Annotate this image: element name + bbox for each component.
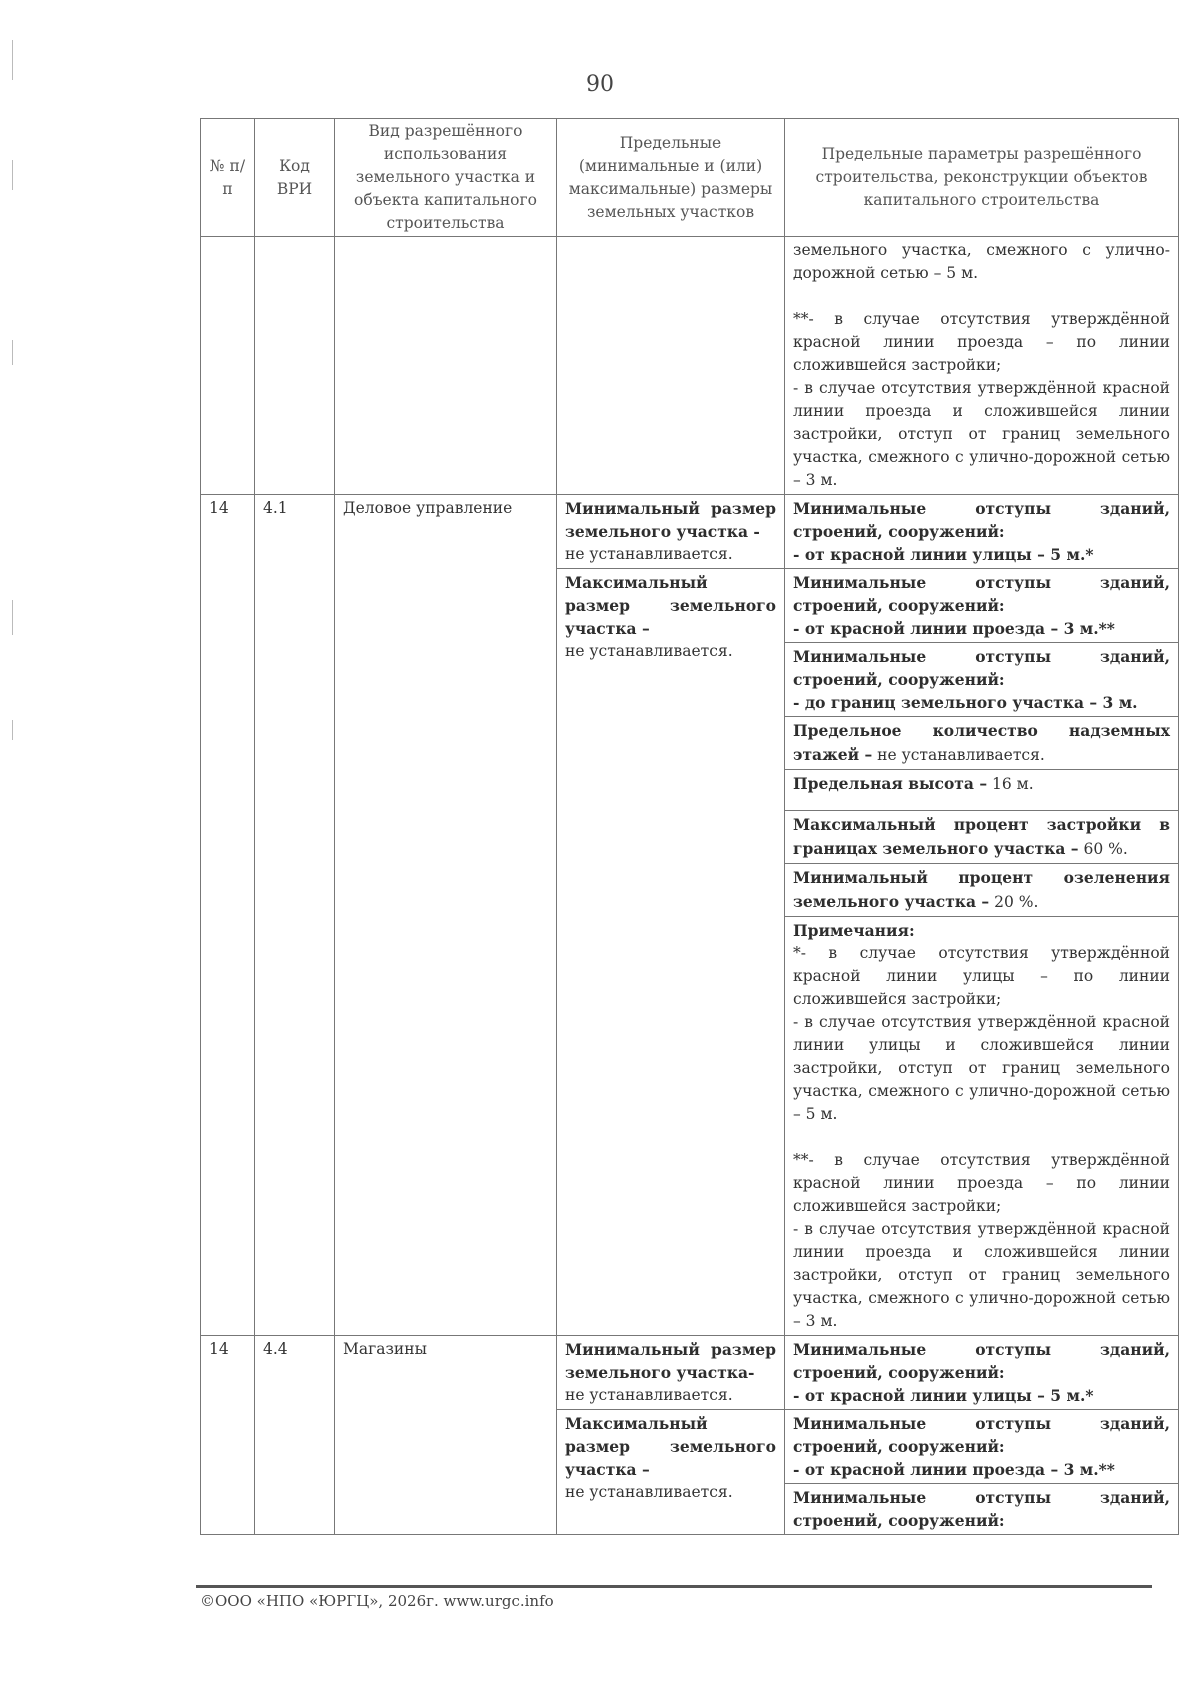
cell-min-size	[557, 495, 785, 569]
param-label: Минимальный процент озеленения земельного участка –	[793, 868, 1170, 911]
note-text: земельного участка, смежного с улично-дорожной сетью – 5 м.	[793, 241, 1170, 282]
cell-continued-notes	[785, 237, 1179, 495]
param-label: Минимальные отступы зданий, строений, сооружений:	[793, 499, 1170, 541]
param-value: 20 %.	[989, 893, 1039, 911]
cell-code: 4.1	[255, 495, 335, 1336]
regulation-table	[200, 118, 1179, 1535]
param-label: Минимальные отступы зданий, строений, сооружений:	[793, 1488, 1170, 1530]
cell-param-green-percent	[785, 864, 1179, 917]
param-value: - от красной линии проезда – 3 м.**	[793, 619, 1115, 638]
param-value: - до границ земельного участка – 3 м.	[793, 693, 1138, 712]
param-label: Предельное количество надземных этажей –	[793, 721, 1170, 764]
cell-use: Магазины	[335, 1336, 557, 1535]
note-text: *- в случае отсутствия утверждённой красной линии улицы – по линии сложившейся застройки;	[793, 944, 1170, 1008]
cell-param-red-line-street	[785, 1336, 1179, 1410]
min-size-value: не устанавливается.	[565, 1386, 733, 1404]
param-label: Минимальные отступы зданий, строений, сооружений:	[793, 1340, 1170, 1382]
max-size-value: не устанавливается.	[565, 1483, 733, 1501]
cell-param-red-line-street	[785, 495, 1179, 569]
header-num: № п/п	[201, 119, 255, 237]
cell-empty	[255, 237, 335, 495]
min-size-label: Минимальный размер земельного участка -	[565, 499, 776, 541]
param-value: 60 %.	[1078, 840, 1128, 858]
note-text: **- в случае отсутствия утверждённой красной линии проезда – по линии сложившейся застройки;	[793, 1151, 1170, 1215]
cell-param-red-line-passage	[785, 1410, 1179, 1484]
notes-heading: Примечания:	[793, 921, 915, 940]
note-text: - в случае отсутствия утверждённой красной линии проезда и сложившейся линии застройки, отступ от границ земельного участка, смежного с улично-дорожной сетью – 3 м.	[793, 1220, 1170, 1330]
table-row	[201, 1336, 1179, 1410]
param-value: - от красной линии проезда – 3 м.**	[793, 1460, 1115, 1479]
note-text: - в случае отсутствия утверждённой красной линии проезда и сложившейся линии застройки, отступ от границ земельного участка, смежного с улично-дорожной сетью – 3 м.	[793, 379, 1170, 489]
header-params: Предельные параметры разрешённого строительства, реконструкции объектов капитального строительства	[785, 119, 1179, 237]
cell-code: 4.4	[255, 1336, 335, 1535]
cell-empty	[335, 237, 557, 495]
param-label: Минимальные отступы зданий, строений, сооружений:	[793, 647, 1170, 689]
footer-divider	[196, 1585, 1152, 1588]
cell-max-size	[557, 569, 785, 1336]
header-size: Предельные (минимальные и (или) максимальные) размеры земельных участков	[557, 119, 785, 237]
header-code: Код ВРИ	[255, 119, 335, 237]
table-row	[201, 495, 1179, 569]
max-size-label: Максимальный размер земельного участка –	[565, 573, 776, 638]
cell-use: Деловое управление	[335, 495, 557, 1336]
note-text: **- в случае отсутствия утверждённой красной линии проезда – по линии сложившейся застройки;	[793, 310, 1170, 374]
param-value: не устанавливается.	[872, 746, 1045, 764]
cell-notes	[785, 917, 1179, 1336]
cell-param-build-percent	[785, 811, 1179, 864]
table-header	[201, 119, 1179, 237]
cell-empty	[201, 237, 255, 495]
scan-margin-marks	[12, 40, 14, 740]
cell-min-size	[557, 1336, 785, 1410]
param-label: Минимальные отступы зданий, строений, сооружений:	[793, 573, 1170, 615]
cell-max-size	[557, 1410, 785, 1535]
cell-num: 14	[201, 495, 255, 1336]
cell-num: 14	[201, 1336, 255, 1535]
note-text: - в случае отсутствия утверждённой красной линии улицы и сложившейся линии застройки, отступ от границ земельного участка, смежного с улично-дорожной сетью – 5 м.	[793, 1013, 1170, 1123]
cell-param-floors	[785, 717, 1179, 770]
table-row-continuation	[201, 237, 1179, 495]
param-value: - от красной линии улицы – 5 м.*	[793, 545, 1094, 564]
max-size-value: не устанавливается.	[565, 642, 733, 660]
page-number: 90	[586, 72, 614, 97]
max-size-label: Максимальный размер земельного участка –	[565, 1414, 776, 1479]
footer-copyright: ©ООО «НПО «ЮРГЦ», 2026г. www.urgc.info	[200, 1592, 554, 1610]
param-value: 16 м.	[987, 775, 1034, 793]
param-label: Максимальный процент застройки в границах земельного участка –	[793, 815, 1170, 858]
cell-empty	[557, 237, 785, 495]
cell-param-red-line-passage	[785, 569, 1179, 643]
param-label: Предельная высота –	[793, 774, 988, 793]
min-size-value: не устанавливается.	[565, 545, 733, 563]
cell-param-plot-border	[785, 1484, 1179, 1535]
min-size-label: Минимальный размер земельного участка-	[565, 1340, 776, 1382]
header-use: Вид разрешённого использования земельного участка и объекта капитального строительства	[335, 119, 557, 237]
cell-param-height	[785, 770, 1179, 811]
cell-param-plot-border	[785, 643, 1179, 717]
param-label: Минимальные отступы зданий, строений, сооружений:	[793, 1414, 1170, 1456]
param-value: - от красной линии улицы – 5 м.*	[793, 1386, 1094, 1405]
